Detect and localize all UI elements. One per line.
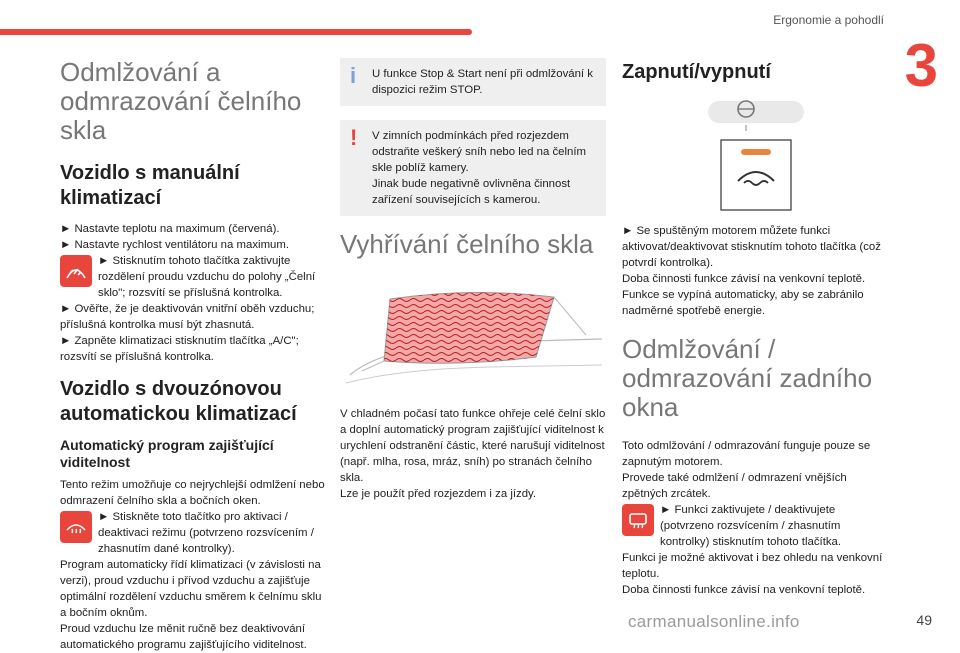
section-title-windscreen: Odmlžování a odmrazování čelního skla: [60, 57, 302, 145]
paragraph: V zimních podmínkách před rozjezdem odstraňte veškerý sníh nebo led na čelním skle poblíž kamery.: [372, 130, 587, 174]
rear-defrost-icon: [622, 504, 654, 536]
icon-paragraph: [622, 502, 890, 550]
heading-auto-ac: Vozidlo s dvouzónovou automatickou klimatizací: [60, 378, 297, 425]
paragraph: ► Stisknutím tohoto tlačítka zaktivujte rozdělení proudu vzduchu do polohy „Čelní sklo"; rozsvítí se příslušná kontrolka.: [98, 255, 316, 299]
info-icon: i: [350, 63, 357, 88]
paragraph: ► Funkci zaktivujete / deaktivujete (potvrzeno rozsvícením / zhasnutím kontrolky) stisknutím tohoto tlačítka.: [660, 504, 842, 548]
paragraph: ► Nastavte rychlost ventilátoru na maximum.: [60, 239, 290, 251]
paragraph: ► Zapněte klimatizaci stisknutím tlačítka „A/C"; rozsvítí se příslušná kontrolka.: [60, 335, 299, 363]
heading-on-off: Zapnutí/vypnutí: [622, 61, 771, 83]
paragraph: V chladném počasí tato funkce ohřeje celé čelní sklo a doplní automatický program zajišťující viditelnost k urychlení odstranění částic, které narušují viditelnost (např. mlha, rosa, mráz, sníh) po stranách čelního skla.: [340, 408, 606, 484]
header-accent-bar: [0, 29, 472, 35]
paragraph: ► Se spuštěným motorem můžete funkci aktivovat/deaktivovat stisknutím tohoto tlačítka (což potvrdí kontrolka).: [622, 225, 881, 269]
front-defrost-icon: [60, 511, 92, 543]
paragraph: Doba činnosti funkce závisí na venkovní teplotě.: [622, 584, 866, 596]
chapter-number: 3: [904, 32, 938, 99]
heading-manual-ac: Vozidlo s manuální klimatizací: [60, 162, 240, 209]
paragraph: ► Stiskněte toto tlačítko pro aktivaci / deaktivaci režimu (potvrzeno rozsvícením / zhasnutím dané kontrolky).: [98, 511, 314, 555]
paragraph: U funkce Stop & Start není při odmlžování k dispozici režim STOP.: [372, 68, 593, 96]
paragraph: Funkce se vypíná automaticky, aby se zabránilo nadměrné spotřebě energie.: [622, 289, 864, 317]
info-note: [340, 58, 606, 106]
paragraph: ► Ověřte, že je deaktivován vnitřní oběh vzduchu; příslušná kontrolka musí být zhasnutá.: [60, 303, 315, 331]
heated-windscreen-illustration: [340, 279, 606, 389]
paragraph: Funkci je možné aktivovat i bez ohledu na venkovní teplotu.: [622, 552, 883, 580]
paragraph: ► Nastavte teplotu na maximum (červená).: [60, 223, 280, 235]
paragraph: Program automaticky řídí klimatizaci (v závislosti na verzi), proud vzduchu i přívod vzduchu a zajišťuje optimální rozdělení vzduchu směrem k čelnímu sklu a bočním oknům.: [60, 559, 322, 619]
icon-paragraph: [60, 509, 328, 557]
paragraph: Jinak bude negativně ovlivněna činnost zařízení souvisejících s kamerou.: [372, 178, 571, 206]
paragraph: Proud vzduchu lze měnit ručně bez deaktivování automatického programu zajišťujícího viditelnost.: [60, 623, 307, 651]
windscreen-airflow-icon: [60, 255, 92, 287]
paragraph: Toto odmlžování / odmrazování funguje pouze se zapnutým motorem.: [622, 440, 871, 468]
heading-visibility-program: Automatický program zajišťující viditelnost: [60, 437, 274, 470]
column-left: [60, 58, 328, 653]
steering-wheel-illustration: [706, 95, 806, 133]
paragraph: Lze je použít před rozjezdem i za jízdy.: [340, 488, 537, 500]
column-middle: [340, 58, 606, 502]
watermark: carmanualsonline.info: [628, 612, 800, 631]
heated-windscreen-button: [720, 139, 792, 211]
paragraph: Tento režim umožňuje co nejrychlejší odmlžení nebo odmrazení čelního skla a bočních oken.: [60, 479, 325, 507]
paragraph: Doba činnosti funkce závisí na venkovní teplotě.: [622, 273, 866, 285]
page-number: 49: [916, 612, 932, 628]
warning-icon: !: [350, 125, 358, 150]
paragraph: Provede také odmlžení / odmrazení vnějších zpětných zrcátek.: [622, 472, 847, 500]
section-title-rear-screen: Odmlžování / odmrazování zadního okna: [622, 334, 873, 422]
column-right: [622, 58, 890, 598]
icon-paragraph: [60, 253, 328, 301]
warning-note: [340, 120, 606, 216]
section-title-heated-windscreen: Vyhřívání čelního skla: [340, 229, 594, 259]
chapter-title: Ergonomie a pohodlí: [773, 13, 884, 27]
